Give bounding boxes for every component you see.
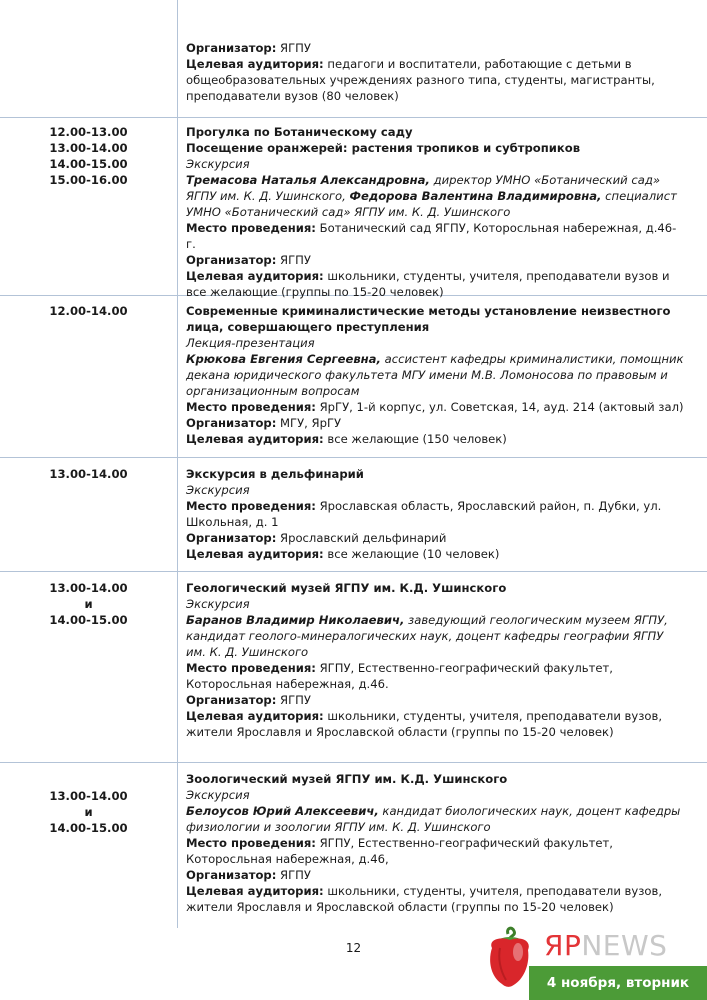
event-kind: Экскурсия <box>186 597 250 611</box>
event-title: Посещение оранжерей: растения тропиков и субтропиков <box>186 141 581 155</box>
event-kind: Экскурсия <box>186 788 250 802</box>
event-kind: Лекция-презентация <box>186 336 315 350</box>
row-divider <box>0 762 707 763</box>
organizer-line: Организатор: ЯГПУ <box>186 693 311 707</box>
row-divider <box>0 571 707 572</box>
audience-line: Целевая аудитория: школьники, студенты, учителя, преподаватели вузов, жители Ярославля и Ярославской области (группы по 15-20 человек) <box>186 884 663 914</box>
event-block <box>186 303 686 447</box>
event-title: Геологический музей ЯГПУ им. К.Д. Ушинского <box>186 581 507 595</box>
audience-line: Целевая аудитория: школьники, студенты, учителя, преподаватели вузов, жители Ярославля и Ярославской области (группы по 15-20 человек) <box>186 709 663 739</box>
place-line: Место проведения: ЯГПУ, Естественно-географический факультет, Которосльная набережная, д.46. <box>186 661 613 691</box>
event-kind: Экскурсия <box>186 157 250 171</box>
event-block <box>186 580 686 740</box>
audience-line: Целевая аудитория: все желающие (150 человек) <box>186 432 507 446</box>
row-divider <box>0 117 707 118</box>
audience-line: Целевая аудитория: педагоги и воспитатели, работающие с детьми в общеобразовательных учреждениях разного типа, студенты, магистранты, преподаватели вузов (80 человек) <box>186 57 655 103</box>
event-speakers: Тремасова Наталья Александровна, директор УМНО «Ботанический сад» ЯГПУ им. К. Д. Ушинского, Федорова Валентина Владимировна, специалист УМНО «Ботанический сад» ЯГПУ им. К. Д. Ушинского <box>186 173 677 219</box>
event-times: 13.00-14.00 <box>49 467 128 481</box>
place-line: Место проведения: ЯрГУ, 1-й корпус, ул. Советская, 14, ауд. 214 (актовый зал) <box>186 400 684 414</box>
place-line: Место проведения: Ботанический сад ЯГПУ, Которосльная набережная, д.46-г. <box>186 221 677 251</box>
event-block <box>186 771 686 915</box>
page-number: 12 <box>345 941 362 955</box>
event-kind: Экскурсия <box>186 483 250 497</box>
brand-name: ЯРNEWS <box>544 929 668 962</box>
event-times: 12.00-14.00 <box>49 304 128 318</box>
event-speakers: Белоусов Юрий Алексеевич, кандидат биологических наук, доцент кафедры физиологии и зоологии ЯГПУ им. К. Д. Ушинского <box>186 804 681 834</box>
event-block <box>186 466 686 562</box>
event-speakers: Баранов Владимир Николаевич, заведующий геологическим музеем ЯГПУ, кандидат геолого-минералогических наук, доцент кафедры географии ЯГПУ им. К. Д. Ушинского <box>186 613 668 659</box>
audience-line: Целевая аудитория: все желающие (10 человек) <box>186 547 500 561</box>
audience-line: Целевая аудитория: школьники, студенты, учителя, преподаватели вузов и все желающие (группы по 15-20 человек) <box>186 269 670 299</box>
organizer-line: Организатор: ЯГПУ <box>186 41 311 55</box>
organizer-line: Организатор: ЯГПУ <box>186 253 311 267</box>
place-line: Место проведения: ЯГПУ, Естественно-географический факультет, Которосльная набережная, д.46, <box>186 836 613 866</box>
place-line: Место проведения: Ярославская область, Ярославский район, п. Дубки, ул. Школьная, д. 1 <box>186 499 662 529</box>
event-speakers: Крюкова Евгения Сергеевна, ассистент кафедры криминалистики, помощник декана юридического факультета МГУ имени М.В. Ломоносова по правовым и организационным вопросам <box>186 352 684 398</box>
event-block-continued <box>186 40 686 104</box>
yarnews-logo <box>478 926 707 1000</box>
event-block <box>186 124 686 300</box>
organizer-line: Организатор: МГУ, ЯрГУ <box>186 416 342 430</box>
date-banner: 4 ноября, вторник <box>529 966 707 1000</box>
organizer-line: Организатор: ЯГПУ <box>186 868 311 882</box>
event-title: Зоологический музей ЯГПУ им. К.Д. Ушинского <box>186 772 508 786</box>
organizer-line: Организатор: Ярославский дельфинарий <box>186 531 447 545</box>
event-times: 13.00-14.00 и 14.00-15.00 <box>49 789 128 835</box>
event-title: Прогулка по Ботаническому саду <box>186 125 413 139</box>
event-times: 13.00-14.00 и 14.00-15.00 <box>49 581 128 627</box>
column-divider <box>177 0 178 928</box>
event-times: 12.00-13.00 13.00-14.00 14.00-15.00 15.00-16.00 <box>49 125 128 187</box>
event-title: Экскурсия в дельфинарий <box>186 467 364 481</box>
row-divider <box>0 457 707 458</box>
event-title: Современные криминалистические методы установление неизвестного лица, совершающего преступления <box>186 304 671 334</box>
